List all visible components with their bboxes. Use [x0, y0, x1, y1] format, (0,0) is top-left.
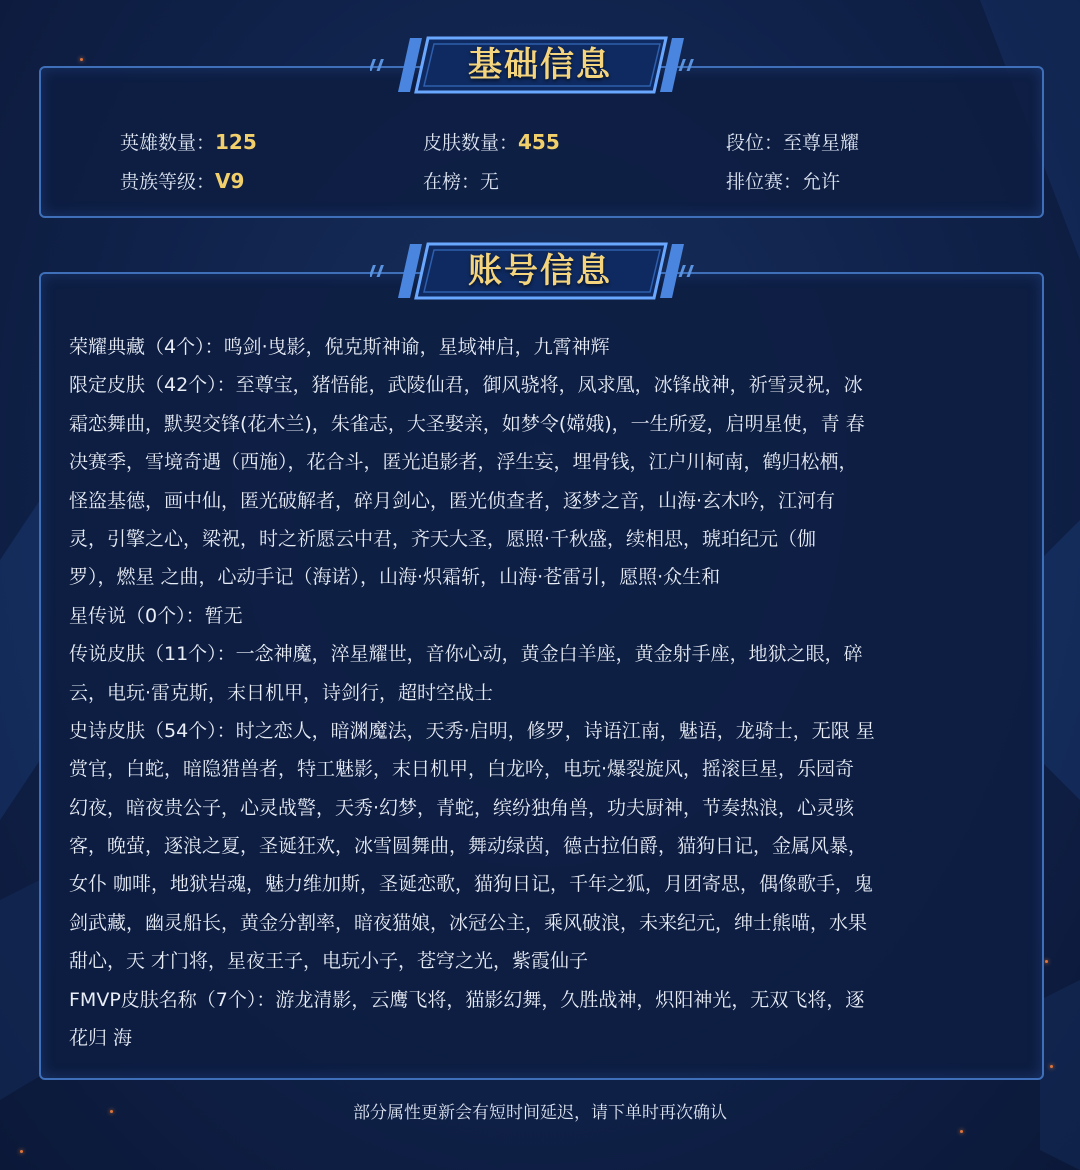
ranked-match: [726, 167, 840, 194]
info-line: 剑武藏，幽灵船长，黄金分割率，暗夜猫娘，冰冠公主，乘风破浪，未来纪元，绅士熊喵，水果: [69, 911, 868, 934]
rank: [726, 128, 859, 155]
basic-info-title-badge: [370, 34, 710, 96]
noble-level-value: V9: [215, 169, 245, 193]
account-info-title: 账号信息: [468, 251, 612, 291]
spark-decoration: [1045, 960, 1048, 963]
info-line: 女仆 咖啡，地狱岩魂，魅力维加斯，圣诞恋歌，猫狗日记，千年之狐，月团寄思，偶像歌手，鬼: [69, 873, 874, 896]
hero-count-value: 125: [215, 130, 257, 154]
info-line: 星传说（0个）：暂无: [69, 604, 243, 627]
noble-level-label: 贵族等级：: [120, 171, 216, 193]
spark-decoration: [20, 1150, 23, 1153]
spark-decoration: [80, 58, 83, 61]
spark-decoration: [1050, 1065, 1053, 1068]
info-line: 云，电玩·雷克斯，末日机甲，诗剑行，超时空战士: [69, 681, 494, 704]
info-line: 罗），燃星 之曲，心动手记（海诺），山海·炽霜斩，山海·苍雷引，愿照·众生和: [69, 566, 721, 589]
noble-level: [120, 167, 244, 194]
info-line: 传说皮肤（11个）：一念神魔，淬星耀世，音你心动，黄金白羊座，黄金射手座，地狱之眼，碎: [69, 643, 863, 666]
info-line: 甜心，天 才门将，星夜王子，电玩小子，苍穹之光，紫霞仙子: [69, 950, 589, 973]
skin-count-label: 皮肤数量：: [423, 132, 519, 154]
footer-note: 部分属性更新会有短时间延迟，请下单时再次确认: [353, 1103, 727, 1123]
info-line: 荣耀典藏（4个）：鸣剑·曳影，倪克斯神谕，星域神启，九霄神辉: [69, 336, 610, 358]
info-line: 怪盗基德，画中仙，匿光破解者，碎月剑心，匿光侦查者，逐梦之音，山海·玄木吟，江河有: [69, 489, 836, 512]
ranked-match-value: 允许: [802, 171, 841, 193]
hero-count-label: 英雄数量：: [120, 132, 216, 154]
on-board: [423, 167, 499, 194]
on-board-label: 在榜：: [423, 171, 481, 193]
basic-info-title: 基础信息: [468, 45, 612, 85]
info-line: 限定皮肤（42个）：至尊宝，猪悟能，武陵仙君，御风骁将，凤求凰，冰锋战神，祈雪灵祝，冰: [69, 374, 863, 397]
spark-decoration: [960, 1130, 963, 1133]
account-info-content: [69, 328, 1014, 1057]
rank-label: 段位：: [726, 132, 784, 154]
skin-count-value: 455: [518, 130, 560, 154]
rank-value: 至尊星耀: [783, 132, 860, 154]
info-line: 决赛季，雪境奇遇（西施），花合斗，匿光追影者，浮生妄，埋骨钱，江户川柯南，鹤归松栖，: [69, 451, 858, 474]
info-line: 霜恋舞曲，默契交锋(花木兰)，朱雀志，大圣娶亲，如梦令(嫦娥)，一生所爱，启明星使，青 春: [69, 412, 865, 435]
info-line: 幻夜，暗夜贵公子，心灵战警，天秀·幻梦，青蛇，缤纷独角兽，功夫厨神，节奏热浪，心灵骇: [69, 796, 855, 819]
info-line: FMVP皮肤名称（7个）：游龙清影，云鹰飞将，猫影幻舞，久胜战神，炽阳神光，无双飞将，逐: [69, 988, 865, 1011]
info-line: 史诗皮肤（54个）：时之恋人，暗渊魔法，天秀·启明，修罗，诗语江南，魅语，龙骑士，无限 星: [69, 719, 875, 742]
skin-count: [423, 128, 560, 155]
account-info-title-badge: [370, 240, 710, 302]
info-line: 赏官，白蛇，暗隐猎兽者，特工魅影，末日机甲，白龙吟，电玩·爆裂旋风，摇滚巨星，乐园奇: [69, 758, 855, 781]
hero-count: [120, 128, 257, 155]
info-line: 花归 海: [69, 1027, 133, 1050]
on-board-value: 无: [480, 171, 500, 193]
ranked-match-label: 排位赛：: [726, 171, 803, 193]
info-line: 客，晚萤，逐浪之夏，圣诞狂欢，冰雪圆舞曲，舞动绿茵，德古拉伯爵，猫狗日记，金属风暴，: [69, 835, 868, 858]
info-line: 灵，引擎之心，梁祝，时之祈愿云中君，齐天大圣，愿照·千秋盛，续相思，琥珀纪元（伽: [69, 527, 817, 550]
